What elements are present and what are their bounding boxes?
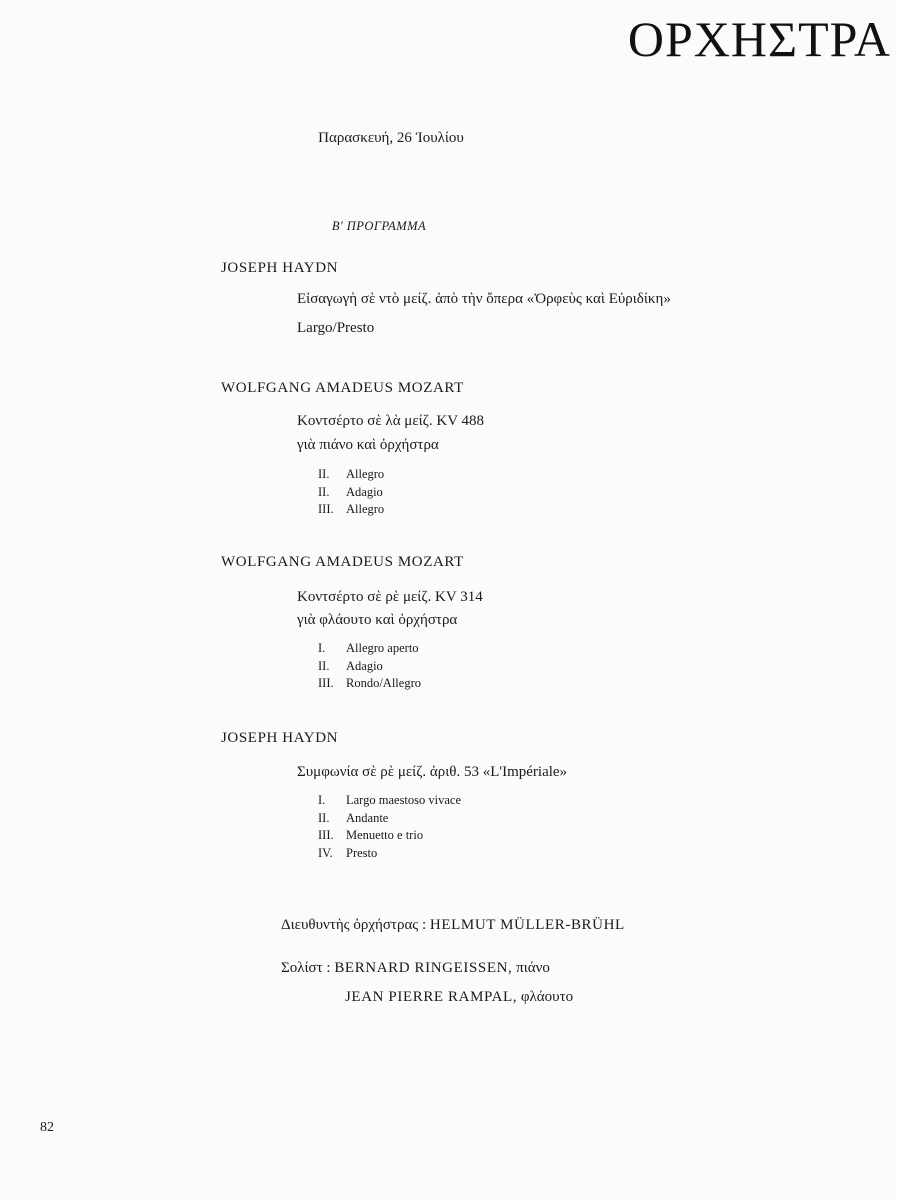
work-subtitle: γιὰ φλάουτο καὶ ὀρχήστρα [297, 612, 458, 628]
composer-name: JOSEPH HAYDN [221, 730, 339, 746]
soloist-instrument: πιάνο [516, 960, 550, 976]
list-item [318, 466, 384, 484]
movement-number: III. [318, 828, 334, 842]
soloist-credit [281, 960, 550, 977]
movement-list [318, 640, 421, 693]
work-tempo: Largo/Presto [297, 320, 375, 336]
movement-name: Allegro aperto [346, 641, 419, 655]
list-item [318, 810, 461, 828]
soloist-instrument: φλάουτο [520, 989, 574, 1005]
soloist-name: JEAN PIERRE RAMPAL, [345, 989, 518, 1005]
movement-number: IV. [318, 845, 333, 860]
movement-name: Adagio [346, 484, 383, 499]
movement-number: I. [318, 641, 326, 655]
composer-name: WOLFGANG AMADEUS MOZART [221, 554, 464, 570]
composer-name: WOLFGANG AMADEUS MOZART [221, 380, 464, 396]
soloist-name: BERNARD RINGEISSEN, [334, 960, 513, 976]
work-title: Κοντσέρτο σὲ ρὲ μείζ. KV 314 [297, 589, 483, 605]
movement-name: Allegro [346, 502, 385, 516]
movement-name: Presto [346, 845, 378, 860]
movement-name: Andante [346, 810, 389, 825]
list-item [318, 501, 384, 519]
program-label: Β' ΠΡΟΓΡΑΜΜΑ [331, 219, 427, 233]
movement-number: II. [318, 467, 330, 481]
work-title: Εἰσαγωγὴ σὲ ντὸ μείζ. ἀπὸ τὴν ὄπερα «Ὀρφεὺς καὶ Εὐριδίκη» [297, 291, 671, 307]
conductor-name: HELMUT MÜLLER-BRÜHL [429, 917, 625, 933]
movement-list [318, 466, 384, 519]
work-title: Συμφωνία σὲ ρὲ μείζ. ἀριθ. 53 «L'Impériale» [297, 764, 568, 780]
movement-number: II. [318, 810, 330, 825]
movement-name: Allegro [346, 467, 385, 481]
conductor-credit [281, 917, 625, 934]
concert-date: Παρασκευή, 26 Ἰουλίου [318, 130, 464, 146]
movement-number: I. [318, 793, 326, 807]
composer-name: JOSEPH HAYDN [221, 260, 339, 276]
movement-list [318, 792, 461, 862]
list-item [318, 827, 461, 845]
soloist-credit [345, 989, 573, 1006]
list-item [318, 658, 421, 676]
list-item [318, 675, 421, 693]
movement-name: Menuetto e trio [346, 828, 424, 842]
list-item [318, 792, 461, 810]
work-title: Κοντσέρτο σὲ λὰ μείζ. KV 488 [297, 413, 485, 429]
movement-name: Largo maestoso vivace [346, 793, 462, 807]
list-item [318, 640, 421, 658]
list-item [318, 484, 384, 502]
movement-number: II. [318, 484, 330, 499]
movement-number: II. [318, 658, 330, 673]
soloists-label: Σολίστ : [281, 960, 331, 976]
work-subtitle: γιὰ πιάνο καὶ ὀρχήστρα [297, 437, 439, 453]
movement-name: Rondo/Allegro [346, 676, 421, 690]
page-number: 82 [40, 1120, 54, 1135]
movement-number: III. [318, 502, 334, 516]
conductor-label: Διευθυντὴς ὀρχήστρας : [281, 917, 427, 933]
movement-number: III. [318, 676, 334, 690]
movement-name: Adagio [346, 658, 383, 673]
page-header-title: ΟΡΧΗΣΤΡΑ [627, 11, 891, 67]
list-item [318, 845, 461, 863]
